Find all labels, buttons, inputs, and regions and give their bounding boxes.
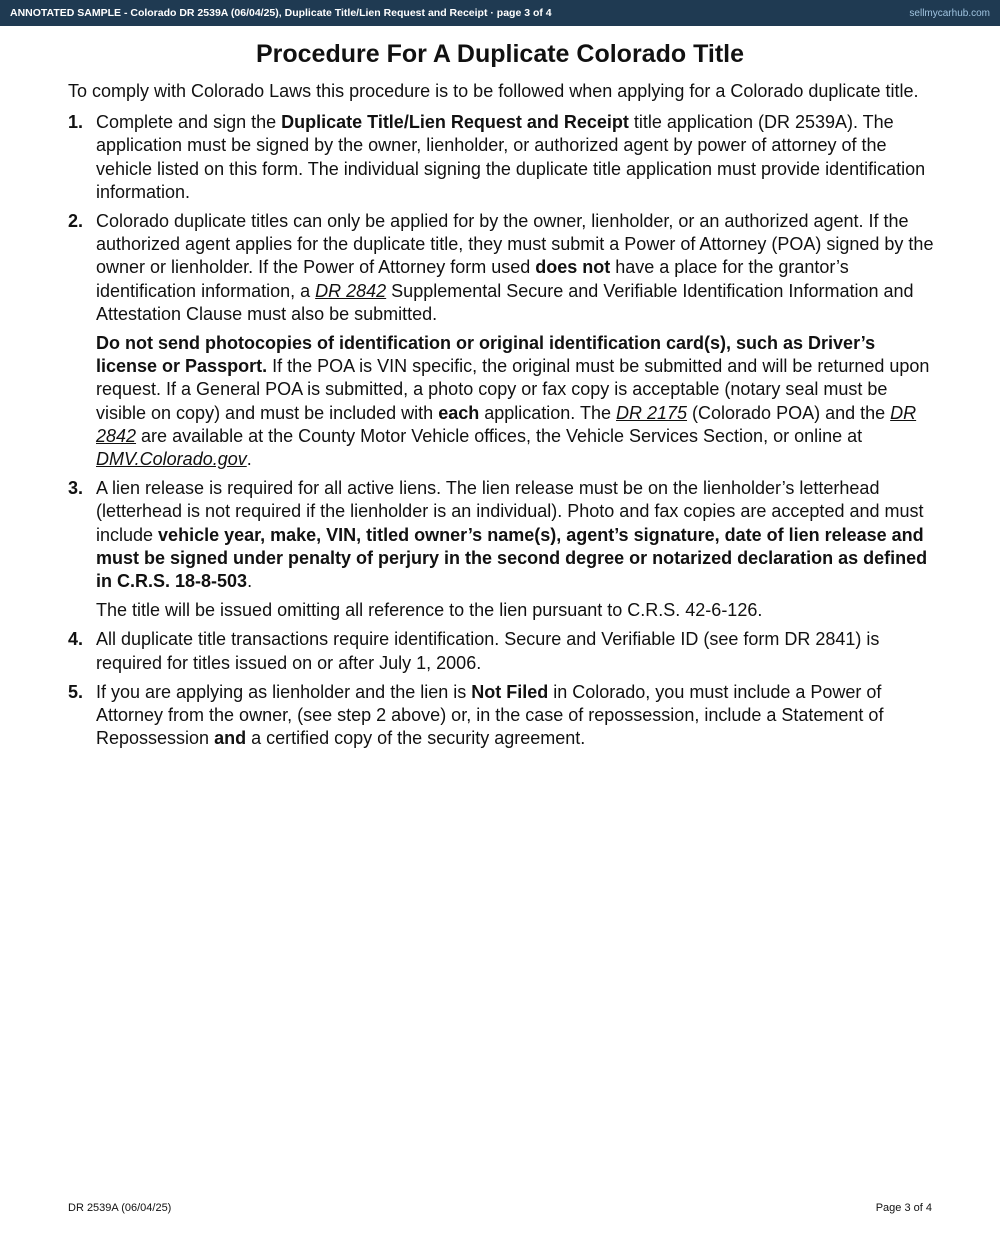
dr-2842-link[interactable]: DR 2842 <box>96 402 917 446</box>
step-number: 5. <box>68 681 84 702</box>
step-2-note: Do not send photocopies of identification or original identification card(s), such as Driver’s license or Passport. If the POA is VIN specific, the original must be submitted and will be returned upon request. If a General POA is submitted, a photo copy or fax copy is acceptable (notary seal must be visible on copy) and must be included with each application. The DR 2175 (Colorado POA) and the DR 2842 are available at the County Motor Vehicle offices, the Vehicle Services Section, or online at DMV.Colorado.gov. <box>96 333 930 470</box>
intro-paragraph: To comply with Colorado Laws this procedure is to be followed when applying for a Colorado duplicate title. <box>68 81 919 101</box>
step-1 <box>68 111 940 204</box>
procedure-body <box>68 80 940 756</box>
step-number: 1. <box>68 112 84 133</box>
step-3 <box>68 477 940 622</box>
banner-caption: ANNOTATED SAMPLE - Colorado DR 2539A (06/04/25), Duplicate Title/Lien Request and Receipt · page 3 of 4 <box>10 7 552 19</box>
step-5 <box>68 681 940 751</box>
step-3-text: A lien release is required for all active liens. The lien release must be on the lienholder’s letterhead (letterhead is not required if the lienholder is an individual). Photo and fax copies are accepted and must include vehicle year, make, VIN, titled owner’s name(s), agent’s signature, date of lien release and must be signed under penalty of perjury in the second degree or notarized declaration as defined in C.R.S. 18-8-503. <box>96 478 928 592</box>
page-title: Procedure For A Duplicate Colorado Title <box>255 40 745 68</box>
dr-2175-link[interactable]: DR 2175 <box>615 402 688 423</box>
dmv-colorado-link[interactable]: DMV.Colorado.gov <box>96 449 247 470</box>
dr-2842-link[interactable]: DR 2842 <box>315 280 387 301</box>
step-3-note: The title will be issued omitting all reference to the lien pursuant to C.R.S. 42-6-126. <box>96 600 763 621</box>
step-number: 4. <box>68 629 84 650</box>
footer-form-number: DR 2539A (06/04/25) <box>68 1202 172 1214</box>
step-number: 3. <box>68 478 84 499</box>
step-2-text: Colorado duplicate titles can only be applied for by the owner, lienholder, or an authorized agent. If the authorized agent applies for the duplicate title, they must submit a Power of Attorney (POA) signed by the owner or lienholder. If the Power of Attorney form used does not have a place for the grantor’s identification information, a DR 2842 Supplemental Secure and Verifiable Identification Information and Attestation Clause must also be submitted. <box>96 211 934 324</box>
step-4-text: All duplicate title transactions require identification. Secure and Verifiable ID (see form DR 2841) is required for titles issued on or after July 1, 2006. <box>96 629 880 673</box>
step-1-text: Complete and sign the Duplicate Title/Lien Request and Receipt title application (DR 2539A). The application must be signed by the owner, lienholder, or authorized agent by power of attorney of the vehicle listed on this form. The individual signing the duplicate title application must provide identification information. <box>96 112 926 202</box>
footer-page-number: Page 3 of 4 <box>875 1202 932 1214</box>
step-number: 2. <box>68 211 84 232</box>
step-2 <box>68 210 940 471</box>
step-5-text: If you are applying as lienholder and the lien is Not Filed in Colorado, you must include a Power of Attorney from the owner, (see step 2 above) or, in the case of repossession, include a Statement of Repossession and a certified copy of the security agreement. <box>96 681 884 749</box>
step-4 <box>68 628 940 674</box>
annotation-banner <box>0 0 1000 26</box>
banner-site-link[interactable]: sellmycarhub.com <box>909 7 990 19</box>
